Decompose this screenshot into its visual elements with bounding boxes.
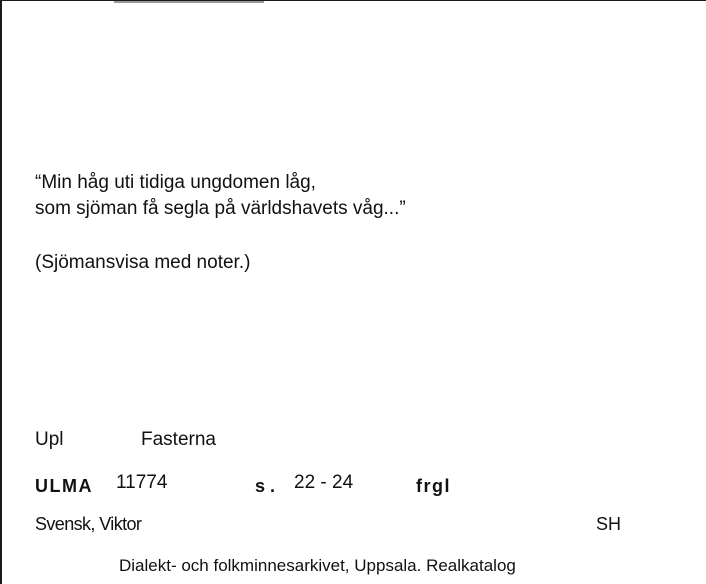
- card-top-tick: [114, 1, 264, 3]
- song-note: (Sjömansvisa med noter.): [35, 252, 251, 273]
- parish: Fasterna: [141, 429, 216, 450]
- page-label-dot: .: [270, 476, 276, 496]
- category-code: frgl: [416, 476, 451, 496]
- province: Upl: [35, 429, 64, 450]
- recorder-signature: SH: [596, 514, 622, 534]
- verse-line-2: som sjöman få segla på världshavets våg...”: [35, 198, 406, 219]
- verse-line-1: “Min håg uti tidiga ungdomen låg,: [35, 172, 316, 193]
- archive-label: ULMA: [35, 476, 93, 496]
- record-number: 11774: [116, 472, 168, 493]
- informant-name: Svensk, Viktor: [35, 514, 142, 534]
- page-range: 22 - 24: [294, 472, 354, 493]
- page-label: s: [255, 476, 266, 496]
- archive-footer: Dialekt- och folkminnesarkivet, Uppsala. Realkatalog: [119, 556, 516, 575]
